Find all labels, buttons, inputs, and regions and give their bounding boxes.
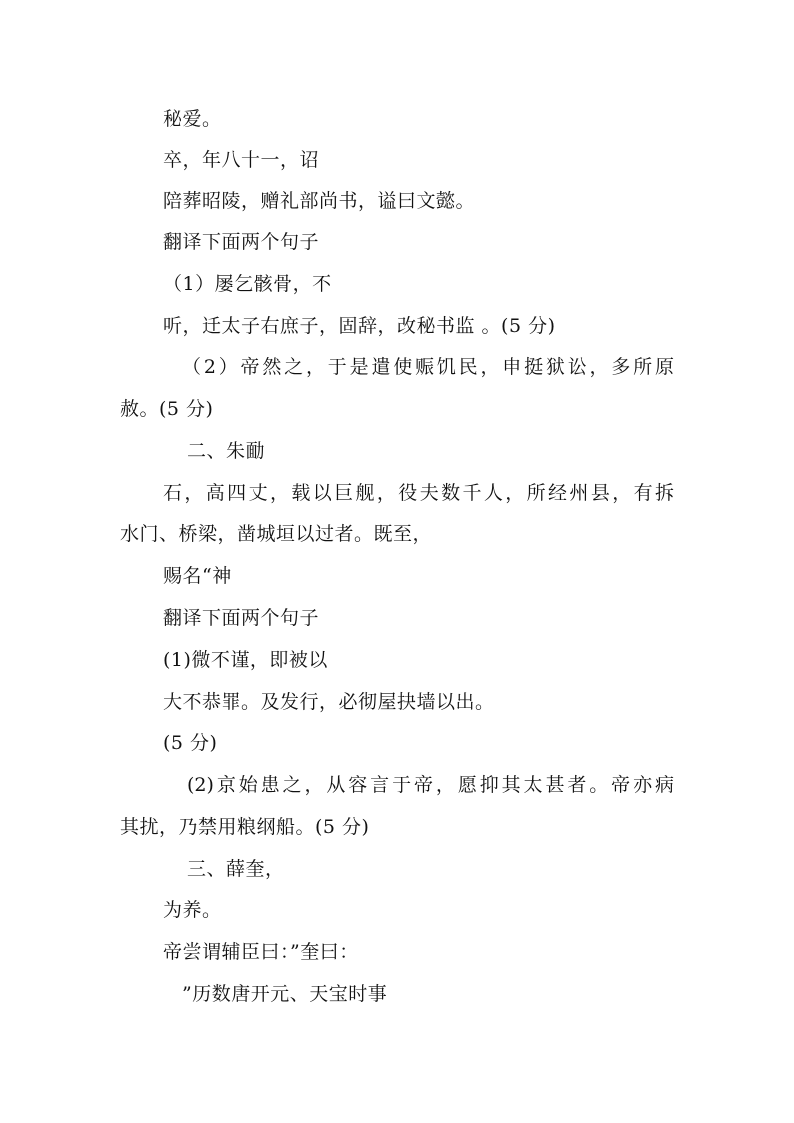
text-line-4: 翻译下面两个句子 — [163, 231, 320, 253]
text-line-8: 赦。(5 分) — [120, 398, 214, 420]
text-line-3: 陪葬昭陵，赠礼部尚书，谥曰文懿。 — [163, 190, 476, 212]
text-line-21: 帝尝谓辅臣曰：”奎曰： — [163, 941, 359, 963]
text-line-20: 为养。 — [163, 899, 222, 921]
section-heading-3: 三、薛奎， — [187, 858, 285, 880]
text-line-1: 秘爱。 — [163, 108, 222, 130]
text-line-6: 听，迁太子右庶子，固辞，改秘书监 。(5 分) — [163, 315, 556, 337]
text-line-22: ”历数唐开元、天宝时事 — [182, 983, 388, 1005]
text-line-2: 卒，年八十一，诏 — [163, 149, 320, 171]
text-line-11: 水门、桥梁，凿城垣以过者。既至， — [120, 523, 433, 545]
text-line-18: 其扰，乃禁用粮纲船。(5 分) — [120, 816, 370, 838]
text-line-13: 翻译下面两个句子 — [163, 607, 320, 629]
text-line-10: 石，高四丈，载以巨舰，役夫数千人，所经州县，有拆 — [163, 482, 674, 504]
text-line-14: (1)微不谨，即被以 — [163, 649, 328, 671]
text-line-12: 赐名“神 — [163, 565, 232, 587]
text-line-17: (2)京始患之，从容言于帝，愿抑其太甚者。帝亦病 — [187, 774, 674, 796]
text-line-16: (5 分) — [163, 732, 218, 754]
section-heading-2: 二、朱勔 — [187, 440, 266, 462]
text-line-7: （2）帝然之，于是遣使赈饥民，申挺狱讼，多所原 — [182, 356, 674, 378]
text-line-5: （1）屡乞骸骨，不 — [163, 273, 332, 295]
text-line-15: 大不恭罪。及发行，必彻屋抉墙以出。 — [163, 691, 495, 713]
